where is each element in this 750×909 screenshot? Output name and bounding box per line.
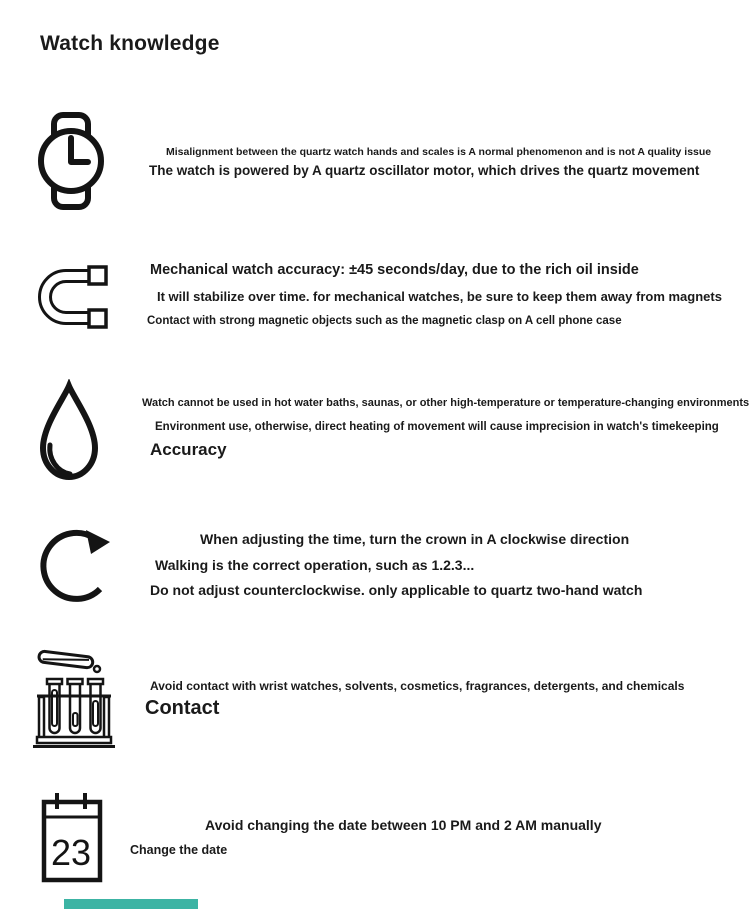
contact-heading: Contact [145,697,220,719]
watch-icon [38,111,104,211]
date-change-warning-line: Avoid changing the date between 10 PM and 2 AM manually [205,817,602,833]
heat-imprecision-line: Environment use, otherwise, direct heating of movement will cause imprecision in watch's timekeeping [155,421,719,433]
calendar-icon [40,789,104,884]
chemicals-warning-line: Avoid contact with wrist watches, solvents, cosmetics, fragrances, detergents, and chemicals [150,679,685,693]
counterclockwise-warning-line: Do not adjust counterclockwise. only applicable to quartz two-hand watch [150,582,643,598]
quartz-note-line: Misalignment between the quartz watch hands and scales is A normal phenomenon and is not A quality issue [166,146,712,158]
change-date-heading: Change the date [130,843,228,857]
clockwise-arrow-icon [36,521,116,607]
walking-operation-line: Walking is the correct operation, such as 1.2.3... [155,557,475,573]
magnet-icon [33,261,111,337]
magnet-accuracy-line: Mechanical watch accuracy: ±45 seconds/day, due to the rich oil inside [150,262,639,278]
accuracy-heading: Accuracy [150,440,227,459]
magnet-stabilize-line: It will stabilize over time. for mechanical watches, be sure to keep them away from magnets [157,289,722,304]
crown-clockwise-line: When adjusting the time, turn the crown in A clockwise direction [200,531,630,547]
magnet-contact-line: Contact with strong magnetic objects such as the magnetic clasp on A cell phone case [147,315,622,327]
test-tubes-icon [33,645,115,749]
quartz-movement-line: The watch is powered by A quartz oscillator motor, which drives the quartz movement [149,163,700,178]
accent-bar [64,899,198,909]
page-title: Watch knowledge [40,32,220,55]
water-drop-icon [36,379,102,483]
heat-warning-line: Watch cannot be used in hot water baths, saunas, or other high-temperature or temperature-changing environments [142,397,750,409]
calendar-day-number: 23 [50,832,92,873]
